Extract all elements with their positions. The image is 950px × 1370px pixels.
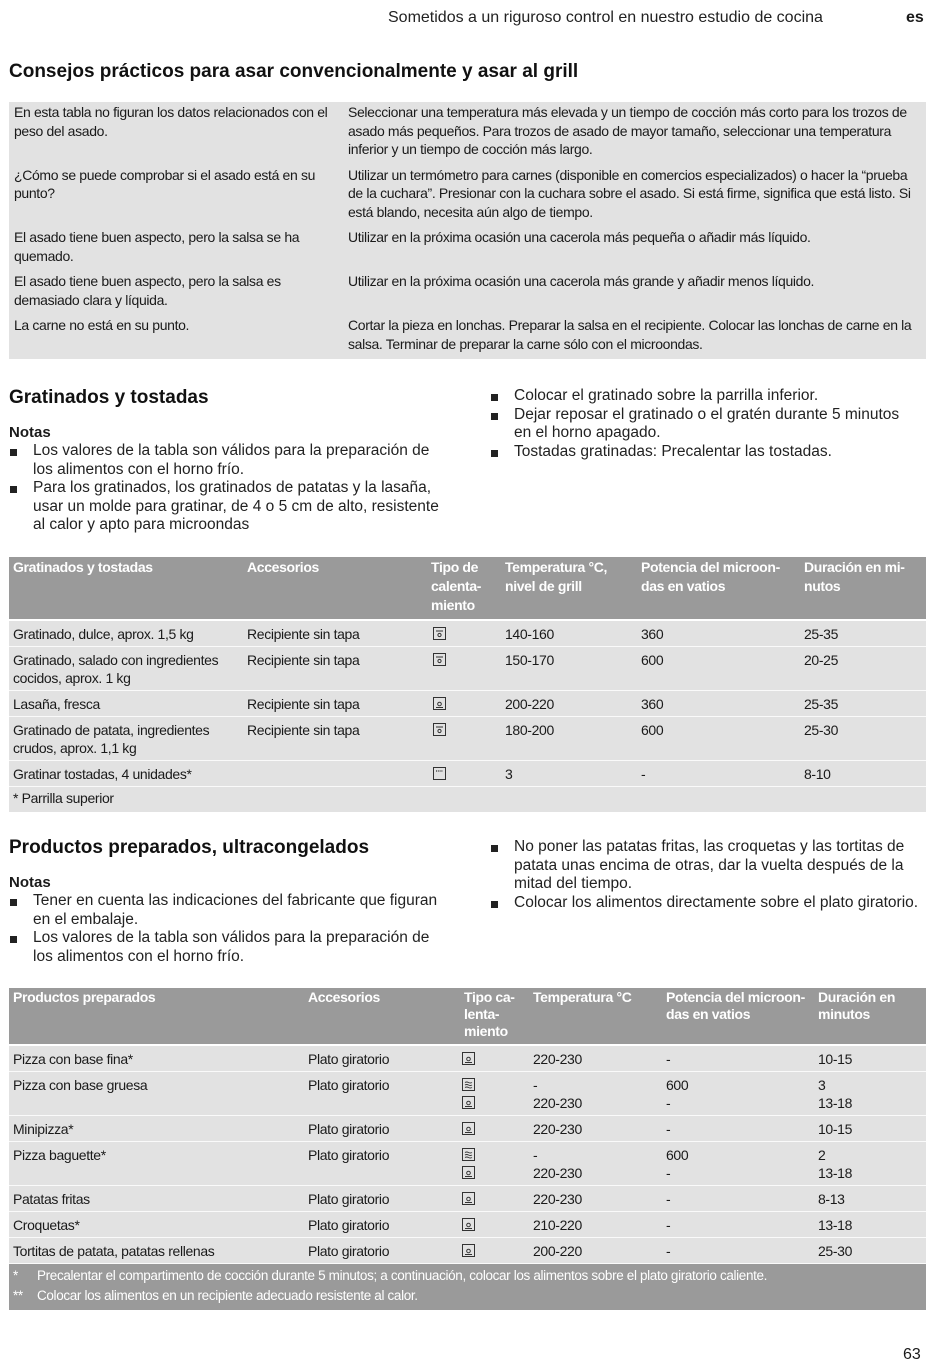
gratin-notes-right <box>490 387 920 461</box>
note-text: Los valores de la tabla son válidos para la preparación de los alimentos con el horno frío. <box>33 442 430 478</box>
note-text: Tener en cuenta las indicaciones del fabricante que figuran en el embalaje. <box>33 892 438 928</box>
microwave-icon <box>462 1148 475 1161</box>
tip-solution: Seleccionar una temperatura más elevada y un tiempo de cocción más corto para los trozos de asado más pequeños. Para trozos de asado de mayor tamaño, seleccionar una temperatura inferior y un tiempo de cocción más largo. <box>348 104 907 157</box>
heating-type <box>427 761 501 786</box>
language-code: es <box>906 9 924 26</box>
heating-line <box>460 1164 529 1182</box>
accessory <box>243 761 427 786</box>
gratin-notes-label: Notas <box>9 424 51 441</box>
duration: 25-35 <box>804 696 839 712</box>
tip-problem: ¿Cómo se puede comprobar si el asado está en su punto? <box>14 166 316 201</box>
dish-name: Gratinado de patata, ingredientes crudos, aprox. 1,1 kg <box>13 722 210 756</box>
microwave-power-value: - <box>666 1095 671 1111</box>
microwave-power-value: - <box>666 1165 671 1181</box>
table-row <box>9 1142 926 1186</box>
gratin-title: Gratinados y tostadas <box>9 387 209 408</box>
column-header: Duración en mi- nutos <box>804 559 905 594</box>
note-text: Tostadas gratinadas: Precalentar las tostadas. <box>514 442 832 460</box>
microwave-power-value: 600 <box>666 1077 689 1093</box>
note-item <box>9 479 444 535</box>
hot-air-icon <box>462 1244 475 1257</box>
footnote-mark: ** <box>13 1288 23 1303</box>
temperature: 3 <box>505 766 513 782</box>
heating-type <box>460 1046 529 1071</box>
accessory: Plato giratorio <box>308 1243 390 1259</box>
duration <box>814 1116 926 1141</box>
microwave-power: 360 <box>641 696 664 712</box>
tips-row <box>9 165 926 228</box>
table-row <box>9 1186 926 1212</box>
grill-fan-icon <box>433 653 446 666</box>
heating-line <box>460 1120 529 1138</box>
frozen-notes-left <box>9 892 444 966</box>
duration-value: 13-18 <box>818 1165 853 1181</box>
frozen-notes-label: Notas <box>9 874 51 891</box>
temperature <box>529 1238 662 1263</box>
accessory: Plato giratorio <box>308 1077 390 1093</box>
note-item <box>490 387 920 406</box>
grill-fan-icon <box>433 627 446 640</box>
bullet-square-icon <box>10 486 17 493</box>
temperature: 140-160 <box>505 626 554 642</box>
temperature-value: 220-230 <box>533 1095 582 1111</box>
column-header: Potencia del microon- das en vatios <box>641 559 780 594</box>
duration <box>814 1046 926 1071</box>
bullet-square-icon <box>491 450 498 457</box>
grill-fan-icon <box>433 723 446 736</box>
dish-name: Gratinar tostadas, 4 unidades* <box>13 766 192 782</box>
footnote-mark: * <box>13 1268 18 1283</box>
heating-type <box>460 1238 529 1263</box>
dish-name: Lasaña, fresca <box>13 696 100 712</box>
running-header: Sometidos a un riguroso control en nuestro estudio de cocina <box>388 9 823 26</box>
temperature <box>529 1142 662 1185</box>
column-header: Productos preparados <box>13 989 156 1005</box>
temperature-value: 210-220 <box>533 1217 582 1233</box>
dish-name: Gratinado, salado con ingredientes cocidos, aprox. 1 kg <box>13 652 219 686</box>
microwave-power: - <box>641 766 646 782</box>
table-row <box>9 691 926 717</box>
tip-solution: Cortar la pieza en lonchas. Preparar la salsa en el recipiente. Colocar las lonchas de carne en la salsa. Terminar de preparar la carne sólo con el microondas. <box>348 317 912 352</box>
accessory: Plato giratorio <box>308 1147 390 1163</box>
frozen-notes-right <box>490 838 925 912</box>
table-header-row <box>9 557 926 621</box>
duration <box>814 1142 926 1185</box>
heating-type <box>427 717 501 760</box>
tip-problem: El asado tiene buen aspecto, pero la salsa es demasiado clara y líquida. <box>14 273 281 308</box>
hot-air-icon <box>462 1166 475 1179</box>
microwave-power-value: - <box>666 1243 671 1259</box>
product-name: Croquetas* <box>13 1217 80 1233</box>
microwave-power <box>662 1212 814 1237</box>
temperature-value: 220-230 <box>533 1165 582 1181</box>
bullet-square-icon <box>491 901 498 908</box>
gratin-table <box>9 557 926 812</box>
duration <box>814 1072 926 1115</box>
column-header: Potencia del microon- das en vatios <box>666 989 805 1022</box>
note-text: Los valores de la tabla son válidos para la preparación de los alimentos con el horno frío. <box>33 929 430 965</box>
note-text: Para los gratinados, los gratinados de patatas y la lasaña, usar un molde para gratinar, de 4 o 5 cm de alto, resistente al calor y apto para microondas <box>33 479 439 534</box>
column-header: Temperatura °C <box>533 989 632 1005</box>
note-text: Colocar el gratinado sobre la parrilla inferior. <box>514 387 819 404</box>
temperature <box>529 1046 662 1071</box>
gratin-notes-left <box>9 442 444 535</box>
accessory: Plato giratorio <box>308 1051 390 1067</box>
note-item <box>490 894 925 913</box>
microwave-power-value: - <box>666 1051 671 1067</box>
tips-table <box>9 102 926 359</box>
microwave-icon <box>462 1078 475 1091</box>
heating-type <box>427 691 501 716</box>
accessory: Recipiente sin tapa <box>247 722 360 738</box>
microwave-power: 600 <box>641 722 664 738</box>
heating-type <box>427 621 501 646</box>
temperature <box>529 1072 662 1115</box>
heating-type <box>460 1116 529 1141</box>
product-name: Tortitas de patata, patatas rellenas <box>13 1243 215 1259</box>
table-row <box>9 647 926 691</box>
temperature-value: 220-230 <box>533 1121 582 1137</box>
table-row <box>9 1072 926 1116</box>
note-text: Colocar los alimentos directamente sobre el plato giratorio. <box>514 893 919 911</box>
tips-title: Consejos prácticos para asar convencionalmente y asar al grill <box>9 61 579 82</box>
heating-type <box>460 1212 529 1237</box>
microwave-power-value: - <box>666 1217 671 1233</box>
table-row <box>9 1212 926 1238</box>
table-footnotes <box>9 1264 926 1310</box>
duration-value: 8-13 <box>818 1191 845 1207</box>
accessory: Recipiente sin tapa <box>247 652 360 668</box>
footnote-text: Precalentar el compartimento de cocción durante 5 minutos; a continuación, colocar los alimentos sobre el plato giratorio caliente. <box>37 1268 768 1283</box>
note-text: Dejar reposar el gratinado o el gratén durante 5 minutos en el horno apagado. <box>514 405 900 442</box>
table-row <box>9 717 926 761</box>
duration: 8-10 <box>804 766 831 782</box>
footnote-text: Colocar los alimentos en un recipiente adecuado resistente al calor. <box>37 1288 418 1303</box>
microwave-power <box>662 1142 814 1185</box>
duration: 25-30 <box>804 722 839 738</box>
hot-air-icon <box>462 1192 475 1205</box>
heating-line <box>460 1190 529 1208</box>
note-item <box>9 892 444 929</box>
hot-air-icon <box>462 1052 475 1065</box>
table-footnote: * Parrilla superior <box>13 790 114 806</box>
table-row <box>9 621 926 647</box>
note-text: No poner las patatas fritas, las croquetas y las tortitas de patata unas encima de otras, dar la vuelta después de la mitad del tiempo. <box>514 838 905 893</box>
bullet-square-icon <box>491 394 498 401</box>
heating-line <box>460 1242 529 1260</box>
temperature: 200-220 <box>505 696 554 712</box>
bullet-square-icon <box>491 845 498 852</box>
tips-row <box>9 227 926 271</box>
footnote-line <box>13 1266 922 1286</box>
heating-line <box>460 1146 529 1164</box>
temperature: 180-200 <box>505 722 554 738</box>
frozen-title: Productos preparados, ultracongelados <box>9 837 370 858</box>
heating-type <box>460 1186 529 1211</box>
microwave-power: 360 <box>641 626 664 642</box>
tip-solution: Utilizar un termómetro para carnes (disponible en comercios especializados) o hacer la “prueba de la cuchara”. Presionar con la cuchara sobre el asado. Si está firme, significa que está listo. Si está blando, necesita aún algo de tiempo. <box>348 166 911 220</box>
duration-value: 10-15 <box>818 1051 853 1067</box>
note-item <box>9 442 444 479</box>
duration-value: 25-30 <box>818 1243 853 1259</box>
hot-air-icon <box>462 1122 475 1135</box>
table-row <box>9 1238 926 1264</box>
tip-problem: En esta tabla no figuran los datos relacionados con el peso del asado. <box>14 104 328 139</box>
accessory: Plato giratorio <box>308 1191 390 1207</box>
tip-solution: Utilizar en la próxima ocasión una cacerola más pequeña o añadir más líquido. <box>348 229 811 245</box>
temperature-value: 220-230 <box>533 1191 582 1207</box>
heating-type <box>460 1072 529 1115</box>
duration <box>814 1212 926 1237</box>
heating-line <box>460 1050 529 1068</box>
table-header-row <box>9 988 926 1046</box>
temperature: 150-170 <box>505 652 554 668</box>
note-item <box>490 406 920 443</box>
microwave-power <box>662 1072 814 1115</box>
bullet-square-icon <box>10 449 17 456</box>
temperature-value: - <box>533 1147 538 1163</box>
product-name: Pizza con base gruesa <box>13 1077 148 1093</box>
table-row <box>9 1116 926 1142</box>
product-name: Pizza baguette* <box>13 1147 106 1163</box>
hot-air-icon <box>433 697 446 710</box>
column-header: Tipo ca- lenta- miento <box>464 989 515 1039</box>
temperature <box>529 1212 662 1237</box>
temperature <box>529 1116 662 1141</box>
duration <box>814 1238 926 1263</box>
dish-name: Gratinado, dulce, aprox. 1,5 kg <box>13 626 194 642</box>
heating-line <box>460 1076 529 1094</box>
accessory: Recipiente sin tapa <box>247 626 360 642</box>
product-name: Pizza con base fina* <box>13 1051 133 1067</box>
product-name: Minipizza* <box>13 1121 74 1137</box>
microwave-power <box>662 1116 814 1141</box>
footnote-line <box>13 1286 922 1306</box>
column-header: Accesorios <box>247 559 319 575</box>
tip-solution: Utilizar en la próxima ocasión una cacerola más grande y añadir menos líquido. <box>348 273 815 289</box>
duration: 20-25 <box>804 652 839 668</box>
table-row <box>9 761 926 787</box>
bullet-square-icon <box>491 413 498 420</box>
heating-type <box>427 647 501 690</box>
heating-line <box>460 1216 529 1234</box>
duration-value: 13-18 <box>818 1095 853 1111</box>
microwave-power <box>662 1186 814 1211</box>
hot-air-icon <box>462 1096 475 1109</box>
duration-value: 13-18 <box>818 1217 853 1233</box>
microwave-power <box>662 1238 814 1263</box>
duration <box>814 1186 926 1211</box>
accessory: Recipiente sin tapa <box>247 696 360 712</box>
tip-problem: El asado tiene buen aspecto, pero la salsa se ha quemado. <box>14 229 300 264</box>
duration-value: 2 <box>818 1147 826 1163</box>
tips-row <box>9 315 926 359</box>
column-header: Tipo de calenta- miento <box>431 559 482 613</box>
tips-row <box>9 271 926 315</box>
microwave-power <box>662 1046 814 1071</box>
duration-value: 10-15 <box>818 1121 853 1137</box>
microwave-power: 600 <box>641 652 664 668</box>
microwave-power-value: 600 <box>666 1147 689 1163</box>
note-item <box>490 838 925 894</box>
frozen-table <box>9 988 926 1310</box>
product-name: Patatas fritas <box>13 1191 90 1207</box>
temperature-value: 220-230 <box>533 1051 582 1067</box>
note-item <box>9 929 444 966</box>
column-header: Temperatura °C, nivel de grill <box>505 559 608 594</box>
bullet-square-icon <box>10 899 17 906</box>
grill-icon <box>433 767 446 780</box>
hot-air-icon <box>462 1218 475 1231</box>
table-row <box>9 1046 926 1072</box>
tip-problem: La carne no está en su punto. <box>14 317 190 333</box>
accessory: Plato giratorio <box>308 1217 390 1233</box>
microwave-power-value: - <box>666 1121 671 1137</box>
duration: 25-35 <box>804 626 839 642</box>
bullet-square-icon <box>10 936 17 943</box>
temperature-value: - <box>533 1077 538 1093</box>
accessory: Plato giratorio <box>308 1121 390 1137</box>
column-header: Accesorios <box>308 989 380 1005</box>
microwave-power-value: - <box>666 1191 671 1207</box>
column-header: Duración en minutos <box>818 989 896 1022</box>
temperature <box>529 1186 662 1211</box>
heating-line <box>460 1094 529 1112</box>
note-item <box>490 443 920 462</box>
duration-value: 3 <box>818 1077 826 1093</box>
tips-row <box>9 102 926 165</box>
column-header: Gratinados y tostadas <box>13 559 153 575</box>
temperature-value: 200-220 <box>533 1243 582 1259</box>
page-number: 63 <box>903 1346 921 1363</box>
heating-type <box>460 1142 529 1185</box>
